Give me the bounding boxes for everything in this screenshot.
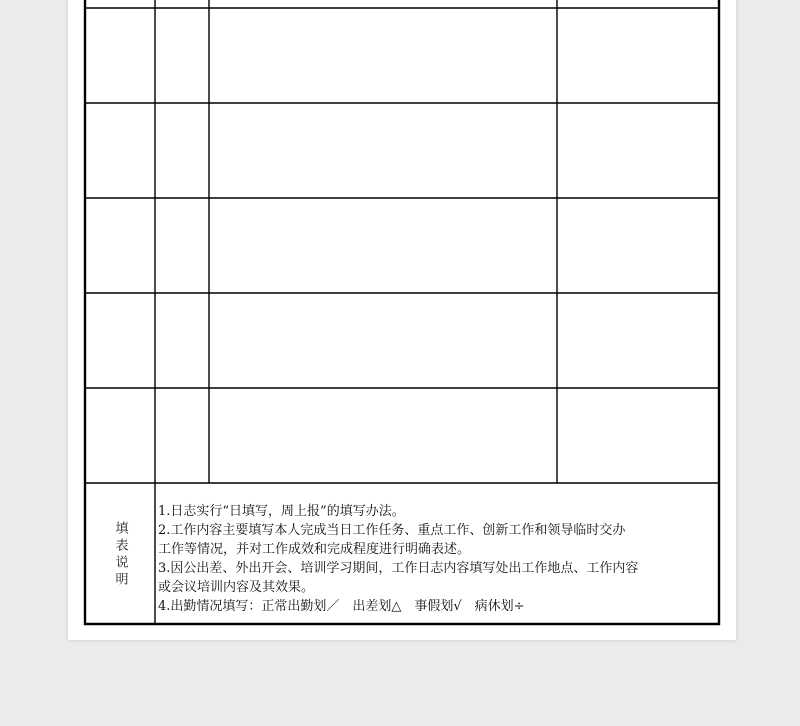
note-line: 1.日志实行“日填写，周上报”的填写办法。: [158, 504, 405, 519]
note-line: 2.工作内容主要填写本人完成当日工作任务、重点工作、创新工作和领导临时交办: [158, 523, 626, 538]
note-line: 4.出勤情况填写：正常出勤划／ 出差划△ 事假划√ 病休划÷: [158, 599, 525, 614]
notes-cell: [158, 502, 718, 616]
notes-label: 填表说明: [112, 521, 128, 589]
notes-label-cell: [86, 486, 154, 624]
note-line: 工作等情况，并对工作成效和完成程度进行明确表述。: [158, 542, 471, 557]
note-line: 3.因公出差、外出开会、培训学习期间，工作日志内容填写处出工作地点、工作内容: [158, 561, 639, 576]
note-line: 或会议培训内容及其效果。: [158, 580, 315, 595]
